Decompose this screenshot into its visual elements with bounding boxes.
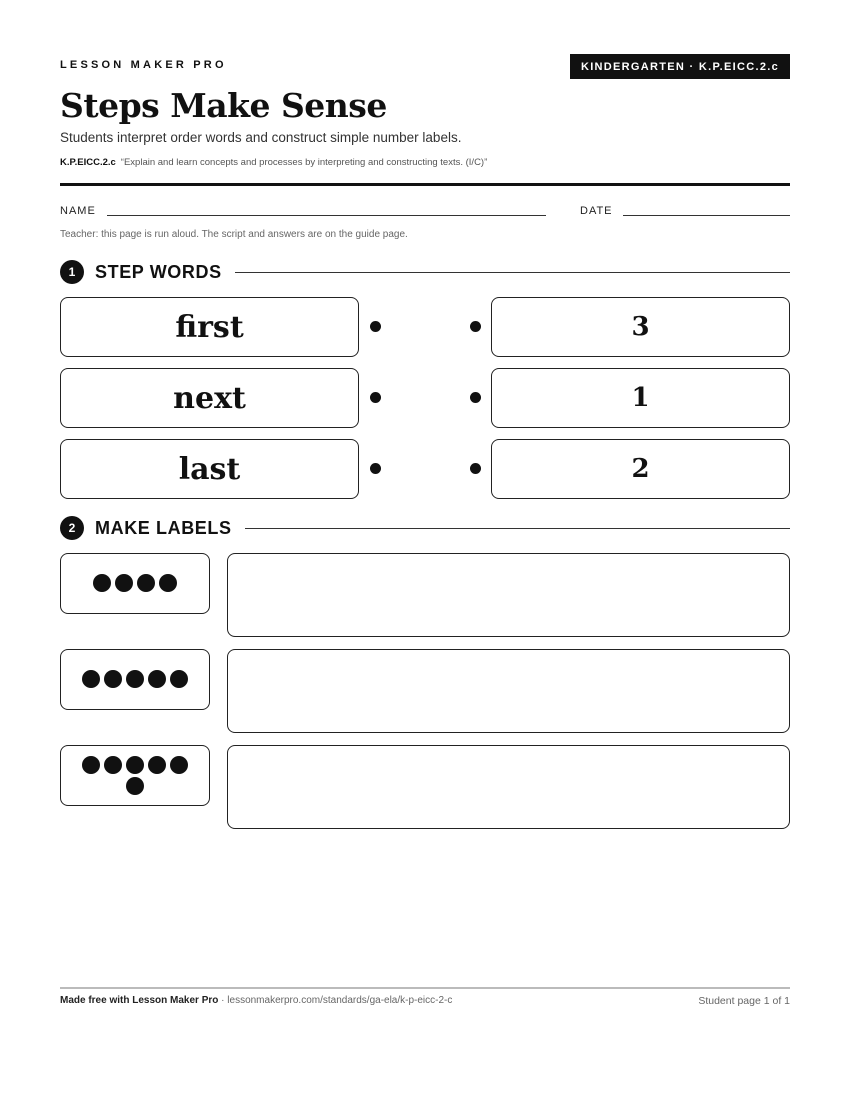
footer-url[interactable]: · lessonmakerpro.com/standards/ga-ela/k-p-eicc-2-c [221,995,453,1006]
count-dot [148,756,166,774]
section-rule [235,272,790,273]
count-dot [126,777,144,795]
label-answer-box[interactable] [227,553,790,637]
teacher-note: Teacher: this page is run aloud. The script and answers are on the guide page. [60,229,408,240]
date-label: DATE [580,205,613,217]
brand-name: LESSON MAKER PRO [60,59,227,71]
section-make-labels-heading [60,516,790,540]
section-number-badge: 1 [60,260,84,284]
label-answer-box[interactable] [227,649,790,733]
word-card-last: last [60,439,359,499]
standard-code: K.P.EICC.2.c [60,157,116,168]
match-dot-right[interactable] [470,321,481,332]
count-dot [104,756,122,774]
count-dot [115,574,133,592]
number-card: 3 [491,297,790,357]
section-rule [245,528,790,529]
count-dot [126,756,144,774]
footer-made-with: Made free with Lesson Maker Pro [60,995,219,1006]
count-dot [170,670,188,688]
section-number-badge: 2 [60,516,84,540]
name-field[interactable] [107,215,546,216]
match-dot-left[interactable] [370,392,381,403]
section-title: STEP WORDS [95,261,222,282]
dot-count-card [60,745,210,806]
footer-page-number: Student page 1 of 1 [698,995,790,1007]
match-dot-left[interactable] [370,321,381,332]
section-step-words-heading [60,260,790,284]
count-dot [93,574,111,592]
number-card: 2 [491,439,790,499]
name-label: NAME [60,205,96,217]
footer-divider [60,987,790,989]
count-dot [82,670,100,688]
standard-line [60,157,487,168]
match-dot-left[interactable] [370,463,381,474]
date-field[interactable] [623,215,790,216]
header-divider [60,183,790,186]
match-dot-right[interactable] [470,463,481,474]
count-dot [82,756,100,774]
word-card-next: next [60,368,359,428]
count-dot [159,574,177,592]
grade-badge: KINDERGARTEN · K.P.EICC.2.c [570,54,790,79]
count-dot [148,670,166,688]
count-dot [137,574,155,592]
standard-text: “Explain and learn concepts and processes by interpreting and constructing texts. (I/C)” [120,157,488,168]
dot-count-card [60,553,210,614]
count-dot [170,756,188,774]
number-card: 1 [491,368,790,428]
page-subtitle: Students interpret order words and construct simple number labels. [60,130,462,145]
dot-count-card [60,649,210,710]
footer-credit [60,995,452,1006]
count-dot [126,670,144,688]
count-dot [104,670,122,688]
page-title: Steps Make Sense [60,86,387,125]
match-dot-right[interactable] [470,392,481,403]
word-card-first: first [60,297,359,357]
label-answer-box[interactable] [227,745,790,829]
section-title: MAKE LABELS [95,517,232,538]
